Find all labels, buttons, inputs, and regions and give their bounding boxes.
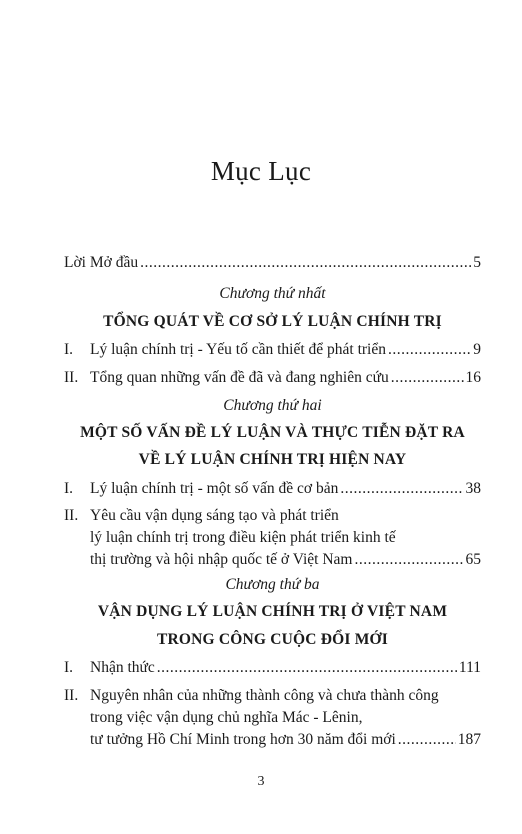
page-title: Mục Lục bbox=[210, 156, 312, 186]
toc-entry-page: 111 bbox=[458, 659, 481, 676]
toc-entry-number: I. bbox=[64, 480, 74, 497]
toc-entry-number: I. bbox=[64, 341, 74, 358]
toc-entry-text: Lý luận chính trị - một số vấn đề cơ bản bbox=[90, 480, 339, 497]
toc-entry-preface[interactable] bbox=[64, 252, 481, 274]
chapter-2-label: Chương thứ hai bbox=[223, 397, 322, 414]
toc-entry-text: Lời Mở đầu bbox=[64, 254, 139, 271]
chapter-2-title-line-2: VỀ LÝ LUẬN CHÍNH TRỊ HIỆN NAY bbox=[138, 451, 407, 468]
chapter-1-label: Chương thứ nhất bbox=[219, 285, 326, 302]
toc-entry-number: I. bbox=[64, 659, 74, 676]
dot-leader bbox=[157, 657, 457, 679]
dot-leader bbox=[355, 549, 464, 571]
toc-entry-page: 9 bbox=[473, 341, 481, 358]
toc-entry-ch1-i[interactable] bbox=[64, 339, 481, 361]
chapter-3-label: Chương thứ ba bbox=[225, 576, 320, 593]
toc-entry-page: 187 bbox=[457, 731, 481, 748]
toc-entry-text-line-3: thị trường và hội nhập quốc tế ở Việt Nam bbox=[90, 551, 353, 568]
page-number: 3 bbox=[257, 774, 265, 789]
dot-leader bbox=[140, 252, 471, 274]
toc-entry-text-line-1: Yêu cầu vận dụng sáng tạo và phát triển bbox=[90, 507, 339, 524]
toc-entry-ch3-ii-last[interactable] bbox=[90, 729, 481, 751]
dot-leader bbox=[388, 339, 471, 361]
chapter-3-title-line-1: VẬN DỤNG LÝ LUẬN CHÍNH TRỊ Ở VIỆT NAM bbox=[97, 603, 448, 620]
dot-leader bbox=[391, 367, 464, 389]
toc-entry-number: II. bbox=[64, 687, 79, 704]
chapter-3-title-line-2: TRONG CÔNG CUỘC ĐỔI MỚI bbox=[156, 631, 389, 648]
toc-entry-page: 65 bbox=[465, 551, 481, 568]
toc-entry-text-line-3: tư tưởng Hồ Chí Minh trong hơn 30 năm đổi mới bbox=[90, 731, 396, 748]
toc-entry-text-line-1: Nguyên nhân của những thành công và chưa thành công bbox=[90, 687, 439, 704]
toc-entry-ch1-ii[interactable] bbox=[64, 367, 481, 389]
dot-leader bbox=[340, 478, 463, 500]
toc-entry-text: Tổng quan những vấn đề đã và đang nghiên cứu bbox=[90, 369, 389, 386]
toc-entry-text-line-2: trong việc vận dụng chủ nghĩa Mác - Lênin, bbox=[90, 709, 363, 726]
toc-entry-ch3-i[interactable] bbox=[64, 657, 481, 679]
toc-entry-page: 5 bbox=[473, 254, 481, 271]
toc-entry-ch2-i[interactable] bbox=[64, 478, 481, 500]
chapter-1-title: TỔNG QUÁT VỀ CƠ SỞ LÝ LUẬN CHÍNH TRỊ bbox=[103, 313, 442, 330]
toc-entry-number: II. bbox=[64, 507, 79, 524]
toc-entry-ch2-ii[interactable] bbox=[64, 505, 481, 527]
toc-entry-text-line-2: lý luận chính trị trong điều kiện phát triển kinh tế bbox=[90, 529, 396, 546]
toc-entry-ch3-ii[interactable] bbox=[64, 685, 481, 707]
toc-entry-page: 38 bbox=[465, 480, 481, 497]
dot-leader bbox=[398, 729, 456, 751]
toc-entry-page: 16 bbox=[465, 369, 481, 386]
chapter-2-title-line-1: MỘT SỐ VẤN ĐỀ LÝ LUẬN VÀ THỰC TIỄN ĐẶT RA bbox=[80, 424, 465, 441]
toc-entry-text: Nhận thức bbox=[90, 659, 155, 676]
toc-entry-number: II. bbox=[64, 369, 79, 386]
toc-entry-ch2-ii-last[interactable] bbox=[90, 549, 481, 571]
toc-entry-text: Lý luận chính trị - Yếu tố cần thiết để phát triển bbox=[90, 341, 386, 358]
